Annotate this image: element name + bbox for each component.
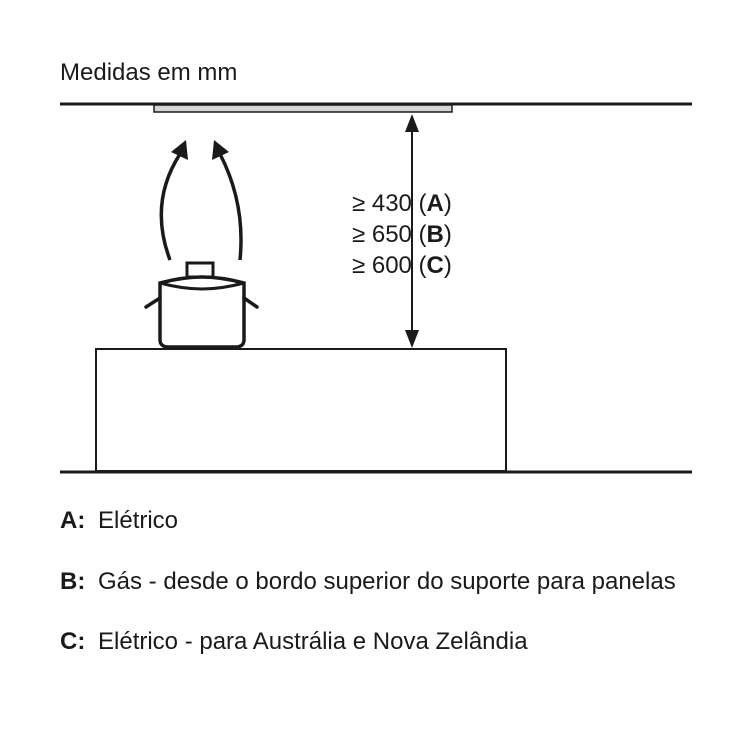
dimension-prefix: ≥ 430 (: [352, 190, 427, 217]
dimension-letter: C: [426, 252, 444, 279]
dimension-letter: A: [426, 190, 444, 217]
dimension-arrow-down: [405, 330, 419, 348]
cooktop-counter: [96, 349, 506, 471]
legend-text: Gás - desde o bordo superior do suporte para panelas: [98, 568, 676, 595]
dimension-suffix: ): [443, 221, 452, 248]
dimension-letter: B: [426, 221, 444, 248]
dimension-label-c: [352, 251, 452, 281]
dimension-suffix: ): [443, 252, 452, 279]
steam-arrow-left: [161, 154, 180, 260]
legend-text: Elétrico - para Austrália e Nova Zelândia: [98, 628, 528, 655]
dimension-label-a: [352, 189, 452, 219]
dimension-prefix: ≥ 600 (: [352, 252, 427, 279]
dimension-prefix: ≥ 650 (: [352, 221, 427, 248]
ceiling-hood: [154, 105, 452, 112]
legend-key: A:: [60, 507, 86, 534]
cooking-pot-icon: [146, 263, 257, 347]
legend-text: Elétrico: [98, 507, 179, 534]
legend-key: C:: [60, 628, 86, 655]
dimension-suffix: ): [443, 190, 452, 217]
dimension-label-b: [352, 220, 452, 250]
dimension-arrow-up: [405, 114, 419, 132]
steam-arrow-right: [220, 154, 241, 260]
page-title: Medidas em mm: [60, 59, 238, 86]
legend-key: B:: [60, 568, 86, 595]
